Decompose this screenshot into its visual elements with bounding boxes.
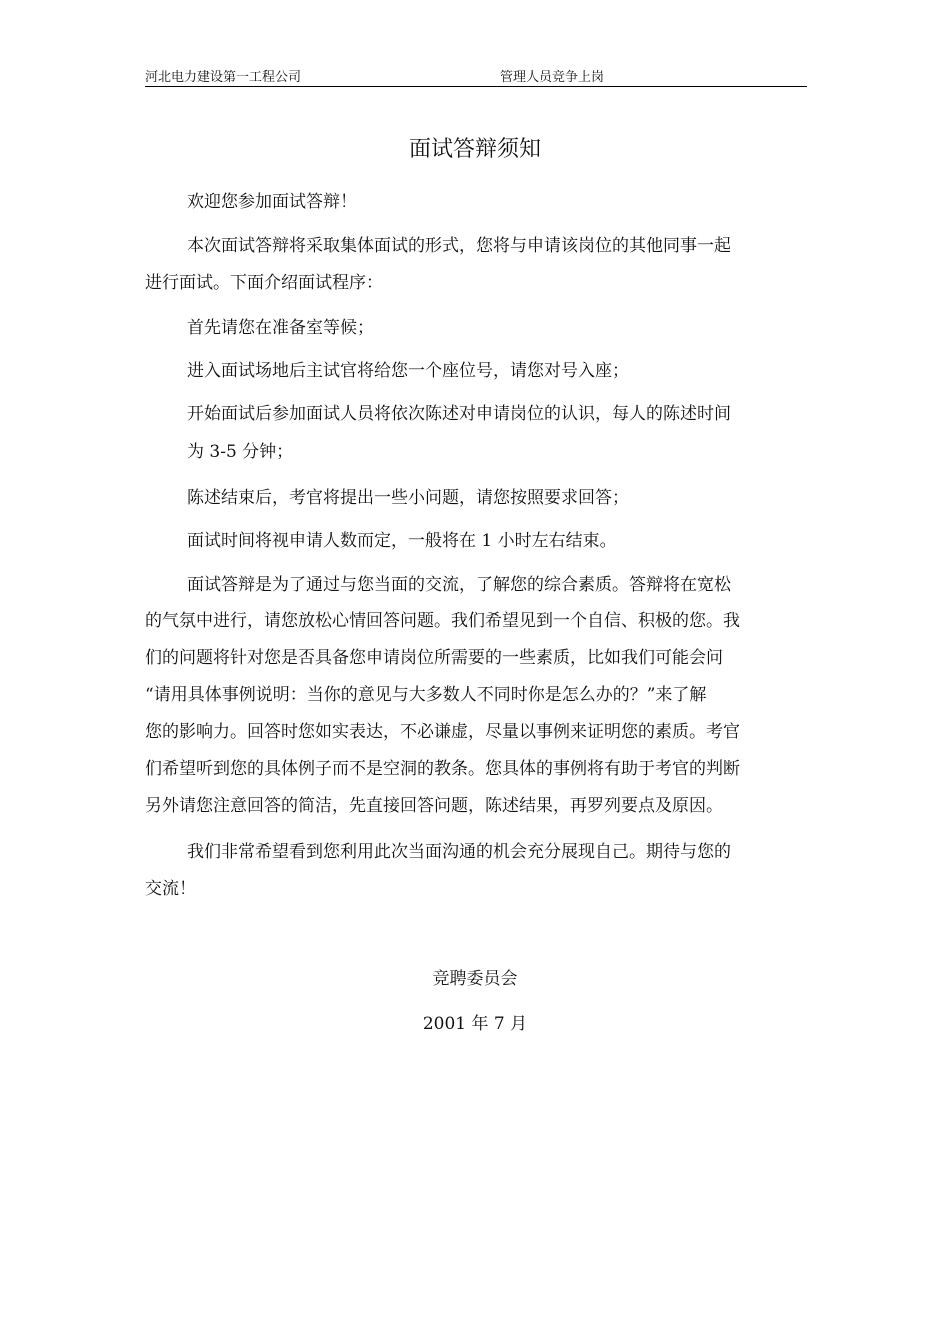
procedure-step-5: 面试时间将视申请人数而定，一般将在 1 小时左右结束。 <box>187 531 617 551</box>
welcome-line: 欢迎您参加面试答辩！ <box>187 192 357 212</box>
intro-line-2: 进行面试。下面介绍面试程序： <box>145 273 383 293</box>
procedure-step-3: 开始面试后参加面试人员将依次陈述对申请岗位的认识，每人的陈述时间 <box>187 404 731 424</box>
purpose-line-6: 们希望听到您的具体例子而不是空洞的教条。您具体的事例将有助于考官的判断 <box>145 759 740 779</box>
procedure-step-3-cont: 为 3-5 分钟； <box>187 442 294 462</box>
header-subject: 管理人员竞争上岗 <box>500 70 605 85</box>
purpose-line-2: 的气氛中进行，请您放松心情回答问题。我们希望见到一个自信、积极的您。我 <box>145 611 740 631</box>
purpose-line-5: 您的影响力。回答时您如实表达，不必谦虚，尽量以事例来证明您的素质。考官 <box>145 722 740 742</box>
document-title: 面试答辩须知 <box>408 137 541 162</box>
purpose-line-4: “请用具体事例说明：当你的意见与大多数人不同时你是怎么办的？”来了解 <box>145 685 707 705</box>
procedure-step-4: 陈述结束后，考官将提出一些小问题，请您按照要求回答； <box>187 488 629 508</box>
closing-line-2: 交流！ <box>145 879 196 899</box>
signature-date: 2001 年 7 月 <box>422 1014 528 1034</box>
purpose-line-7: 另外请您注意回答的简洁，先直接回答问题，陈述结果，再罗列要点及原因。 <box>145 796 723 816</box>
purpose-line-3: 们的问题将针对您是否具备您申请岗位所需要的一些素质，比如我们可能会问 <box>145 648 723 668</box>
page-header <box>145 64 807 87</box>
closing-line-1: 我们非常希望看到您利用此次当面沟通的机会充分展现自己。期待与您的 <box>187 842 731 862</box>
signature-org: 竞聘委员会 <box>432 969 518 989</box>
header-company: 河北电力建设第一工程公司 <box>145 70 302 85</box>
procedure-step-1: 首先请您在准备室等候； <box>187 318 374 338</box>
purpose-line-1: 面试答辩是为了通过与您当面的交流，了解您的综合素质。答辩将在宽松 <box>187 575 731 595</box>
intro-line-1: 本次面试答辩将采取集体面试的形式，您将与申请该岗位的其他同事一起 <box>187 236 731 256</box>
procedure-step-2: 进入面试场地后主试官将给您一个座位号，请您对号入座； <box>187 361 629 381</box>
